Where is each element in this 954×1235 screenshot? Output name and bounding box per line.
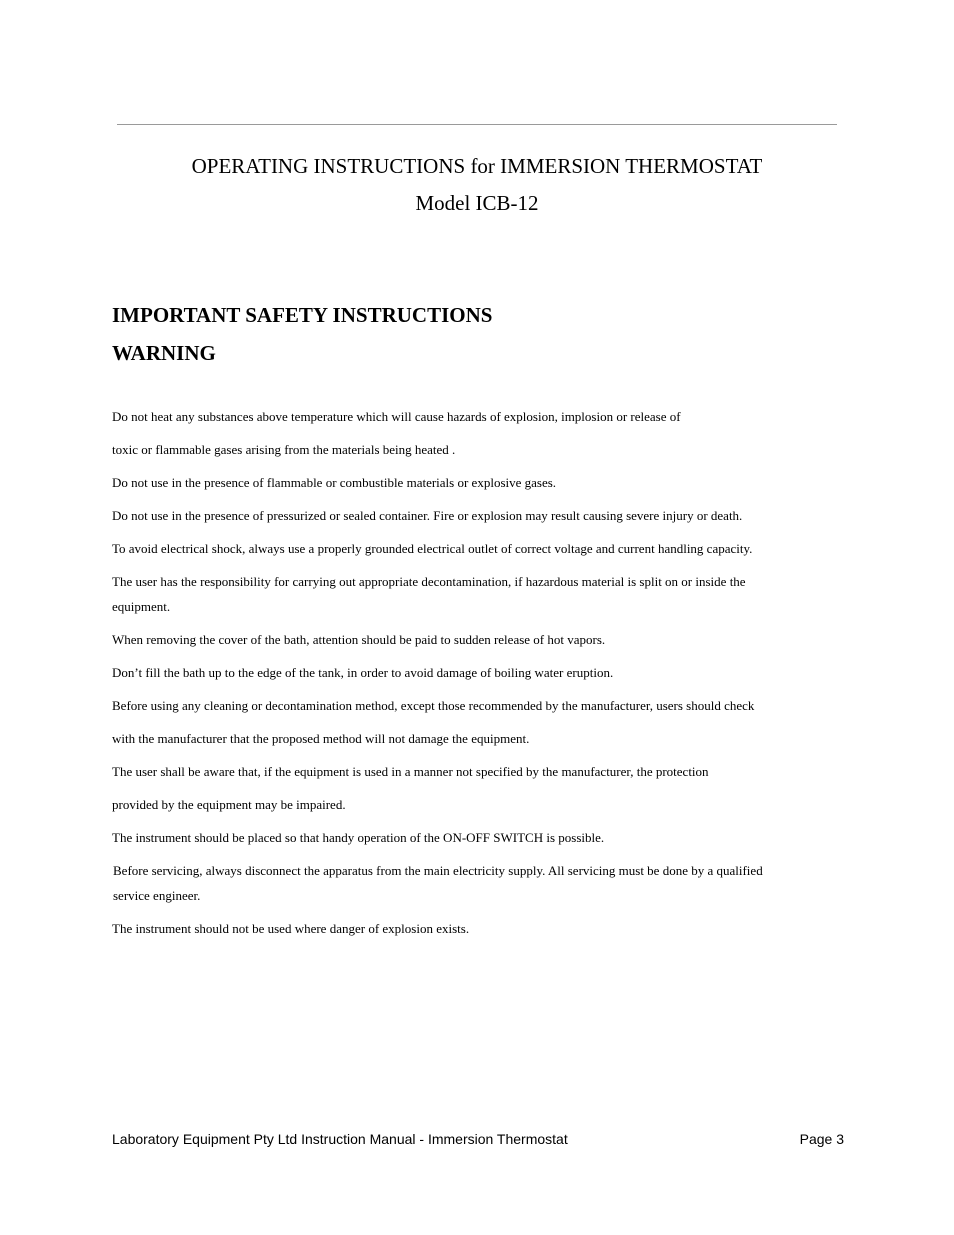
model-subtitle: Model ICB-12 [415, 191, 539, 215]
warning-text: Before servicing, always disconnect the apparatus from the main electricity supply. All servicing must be done by a qualified [113, 863, 763, 878]
warning-text: The instrument should not be used where danger of explosion exists. [112, 921, 470, 936]
warning-text: The user shall be aware that, if the equipment is used in a manner not specified by the manufacturer, the protection [112, 764, 709, 779]
document-title: OPERATING INSTRUCTIONS for IMMERSION THERMOSTAT [191, 154, 763, 178]
warning-text: Before using any cleaning or decontamination method, except those recommended by the manufacturer, users should check [112, 698, 755, 713]
warning-item [112, 404, 832, 429]
warning-item [112, 792, 832, 817]
warning-text: toxic or flammable gases arising from the materials being heated . [112, 442, 456, 457]
warning-item [112, 693, 832, 718]
warning-item [112, 503, 832, 528]
warning-item [112, 825, 832, 850]
footer-manual-title: Laboratory Equipment Pty Ltd Instruction Manual - Immersion Thermostat [112, 1131, 568, 1147]
warning-item [112, 660, 832, 685]
warning-item [112, 858, 832, 908]
warning-text: Don’t fill the bath up to the edge of the tank, in order to avoid damage of boiling water eruption. [112, 665, 614, 680]
warning-text: When removing the cover of the bath, attention should be paid to sudden release of hot vapors. [112, 632, 606, 647]
warning-item [112, 627, 832, 652]
warning-text: with the manufacturer that the proposed method will not damage the equipment. [112, 731, 530, 746]
warning-item [112, 916, 832, 941]
warning-item [112, 569, 832, 619]
warning-text: Do not use in the presence of pressurized or sealed container. Fire or explosion may result causing severe injury or death. [112, 508, 743, 523]
warning-item [112, 536, 832, 561]
warning-text: The instrument should be placed so that handy operation of the ON-OFF SWITCH is possible. [112, 830, 605, 845]
header-rule [117, 124, 837, 125]
warning-item [112, 470, 832, 495]
warning-item [112, 437, 832, 462]
warning-text: Do not heat any substances above temperature which will cause hazards of explosion, implosion or release of [112, 409, 681, 424]
warning-text: To avoid electrical shock, always use a properly grounded electrical outlet of correct voltage and current handling capacity. [112, 541, 753, 556]
safety-heading: IMPORTANT SAFETY INSTRUCTIONS [112, 303, 493, 327]
warning-item [112, 726, 832, 751]
warnings-list [112, 404, 832, 949]
warning-text: The user has the responsibility for carrying out appropriate decontamination, if hazardous material is split on or inside the [112, 574, 746, 589]
page-number: Page 3 [799, 1131, 844, 1147]
warning-heading: WARNING [112, 341, 216, 365]
warning-text: equipment. [112, 599, 171, 614]
warning-text: Do not use in the presence of flammable or combustible materials or explosive gases. [112, 475, 557, 490]
warning-text: service engineer. [113, 888, 201, 903]
warning-text: provided by the equipment may be impaired. [112, 797, 346, 812]
warning-item [112, 759, 832, 784]
